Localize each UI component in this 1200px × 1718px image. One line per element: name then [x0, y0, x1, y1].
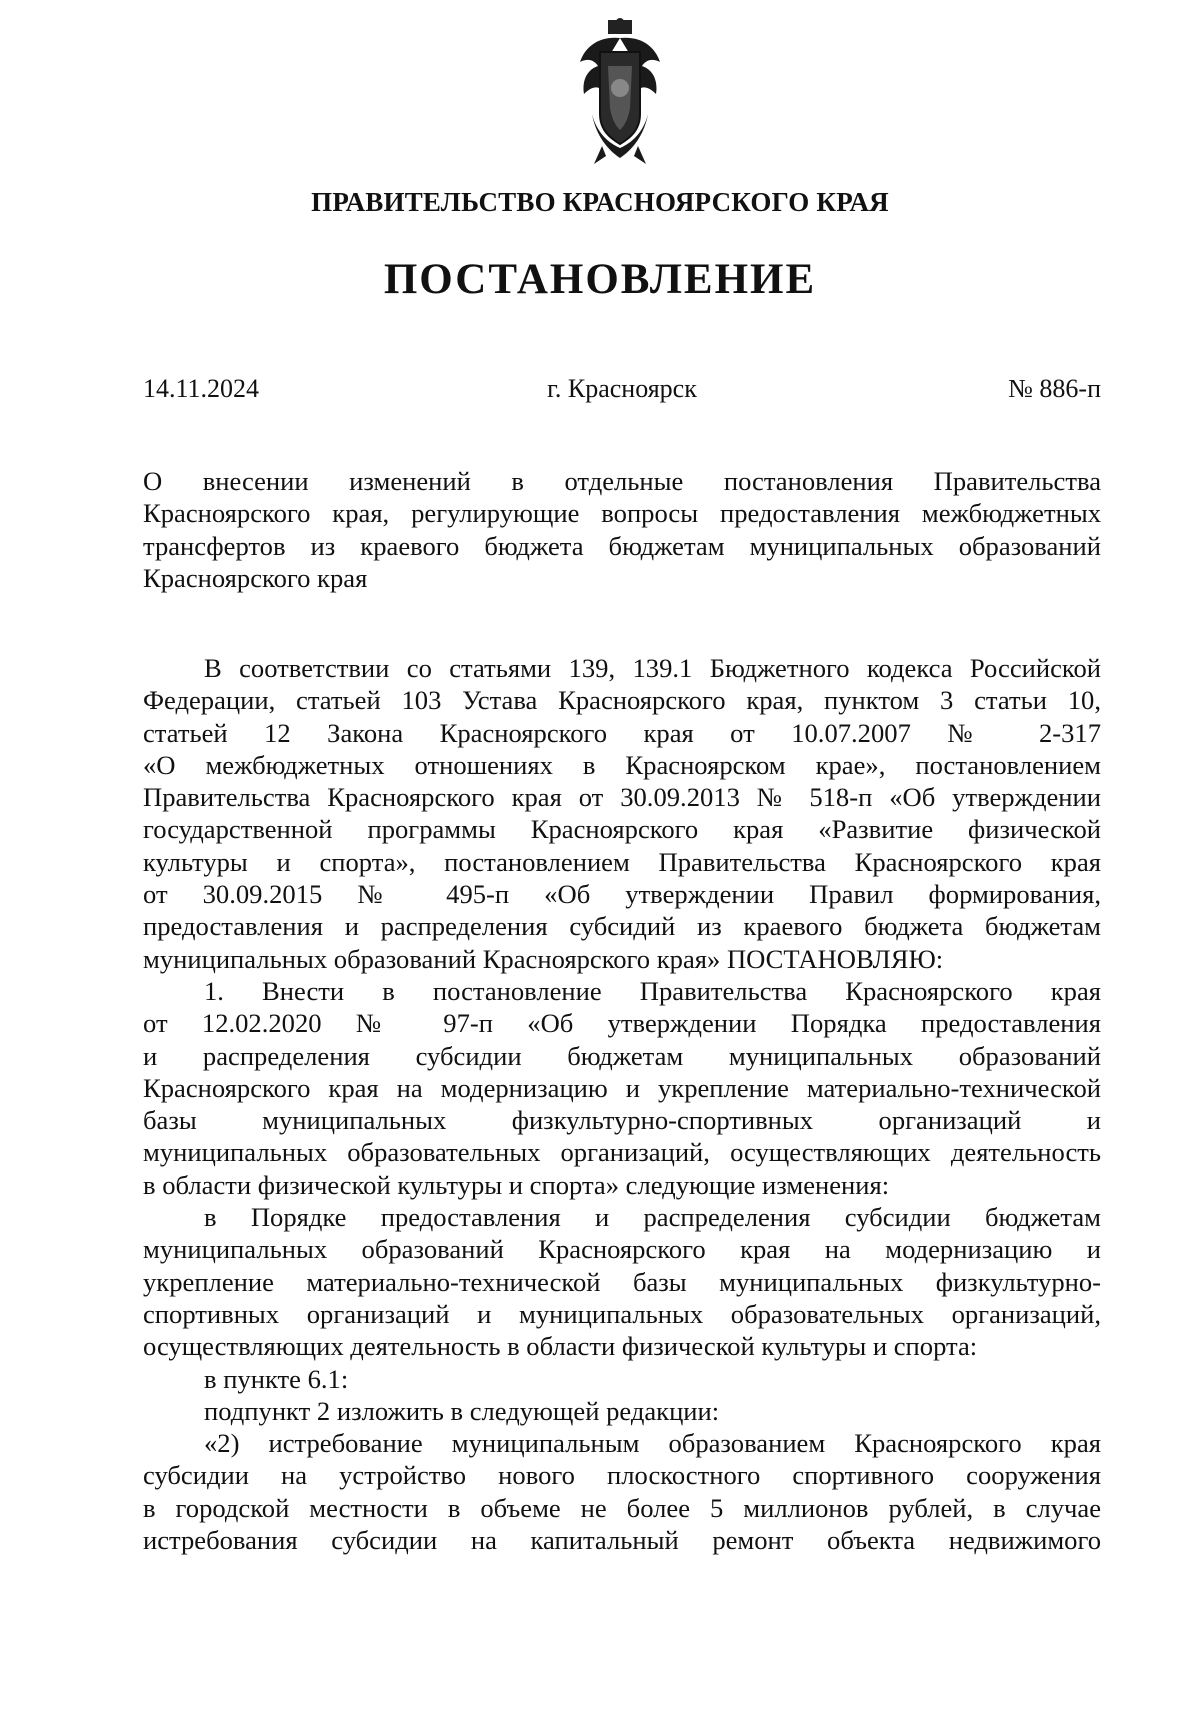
body-line: 1. Внести в постановление Правительства Красноярского края — [204, 975, 1101, 1006]
body-line: базы муниципальных физкультурно-спортивных организаций и — [143, 1105, 1101, 1136]
government-title: ПРАВИТЕЛЬСТВО КРАСНОЯРСКОГО КРАЯ — [311, 187, 889, 217]
body-line: Правительства Красноярского края от 30.09.2013 № 518-п «Об утверждении — [143, 782, 1101, 813]
subject-line: трансфертов из краевого бюджета бюджетам муниципальных образований — [143, 530, 1101, 561]
document-subject — [143, 465, 1101, 594]
body-line: муниципальных образований Красноярского края на модернизацию и — [143, 1234, 1101, 1265]
body-line: муниципальных образований Красноярского края» ПОСТАНОВЛЯЮ: — [143, 943, 944, 974]
body-line: истребования субсидии на капитальный ремонт объекта недвижимого — [143, 1525, 1101, 1556]
document-type-title: ПОСТАНОВЛЕНИЕ — [383, 256, 817, 303]
body-line: статьей 12 Закона Красноярского края от 10.07.2007 № 2-317 — [143, 717, 1101, 748]
subject-line: Красноярского края, регулирующие вопросы предоставления межбюджетных — [143, 498, 1101, 529]
document-body — [143, 652, 1101, 1556]
document-date: 14.11.2024 — [143, 374, 260, 403]
body-line: В соответствии со статьями 139, 139.1 Бюджетного кодекса Российской — [204, 653, 1101, 683]
document-city: г. Красноярск — [547, 374, 697, 403]
body-line: в пункте 6.1: — [204, 1363, 349, 1394]
body-line: подпункт 2 изложить в следующей редакции: — [204, 1395, 720, 1426]
body-line: «2) истребование муниципальным образованием Красноярского края — [204, 1428, 1101, 1459]
body-line: в городской местности в объеме не более 5 миллионов рублей, в случае — [143, 1492, 1101, 1523]
krasnoyarsk-coat-of-arms-icon — [572, 18, 668, 168]
body-line: от 12.02.2020 № 97-п «Об утверждении Порядка предоставления — [143, 1008, 1101, 1039]
body-line: и распределения субсидии бюджетам муниципальных образований — [143, 1040, 1101, 1071]
subject-line: О внесении изменений в отдельные постановления Правительства — [143, 466, 1101, 496]
body-line: государственной программы Красноярского края «Развитие физической — [143, 814, 1101, 845]
body-line: субсидии на устройство нового плоскостного спортивного сооружения — [143, 1460, 1101, 1491]
document-number: № 886-п — [1008, 374, 1101, 403]
subject-line: Красноярского края — [143, 562, 368, 593]
body-line: осуществляющих деятельность в области физической культуры и спорта: — [143, 1331, 978, 1362]
body-line: спортивных организаций и муниципальных образовательных организаций, — [143, 1298, 1101, 1329]
body-line: Федерации, статьей 103 Устава Красноярского края, пунктом 3 статьи 10, — [143, 685, 1101, 716]
body-line: от 30.09.2015 № 495-п «Об утверждении Правил формирования, — [143, 879, 1101, 910]
body-line: укрепление материально-технической базы муниципальных физкультурно- — [143, 1266, 1101, 1297]
body-line: культуры и спорта», постановлением Правительства Красноярского края — [143, 846, 1101, 877]
body-line: «О межбюджетных отношениях в Красноярском крае», постановлением — [143, 749, 1101, 780]
body-line: Красноярского края на модернизацию и укрепление материально-технической — [143, 1072, 1101, 1103]
body-line: муниципальных образовательных организаций, осуществляющих деятельность — [143, 1137, 1101, 1168]
body-line: в Порядке предоставления и распределения субсидии бюджетам — [204, 1202, 1101, 1233]
document-meta-row — [143, 374, 1101, 414]
body-line: в области физической культуры и спорта» следующие изменения: — [143, 1169, 890, 1200]
body-line: предоставления и распределения субсидий из краевого бюджета бюджетам — [143, 911, 1101, 942]
